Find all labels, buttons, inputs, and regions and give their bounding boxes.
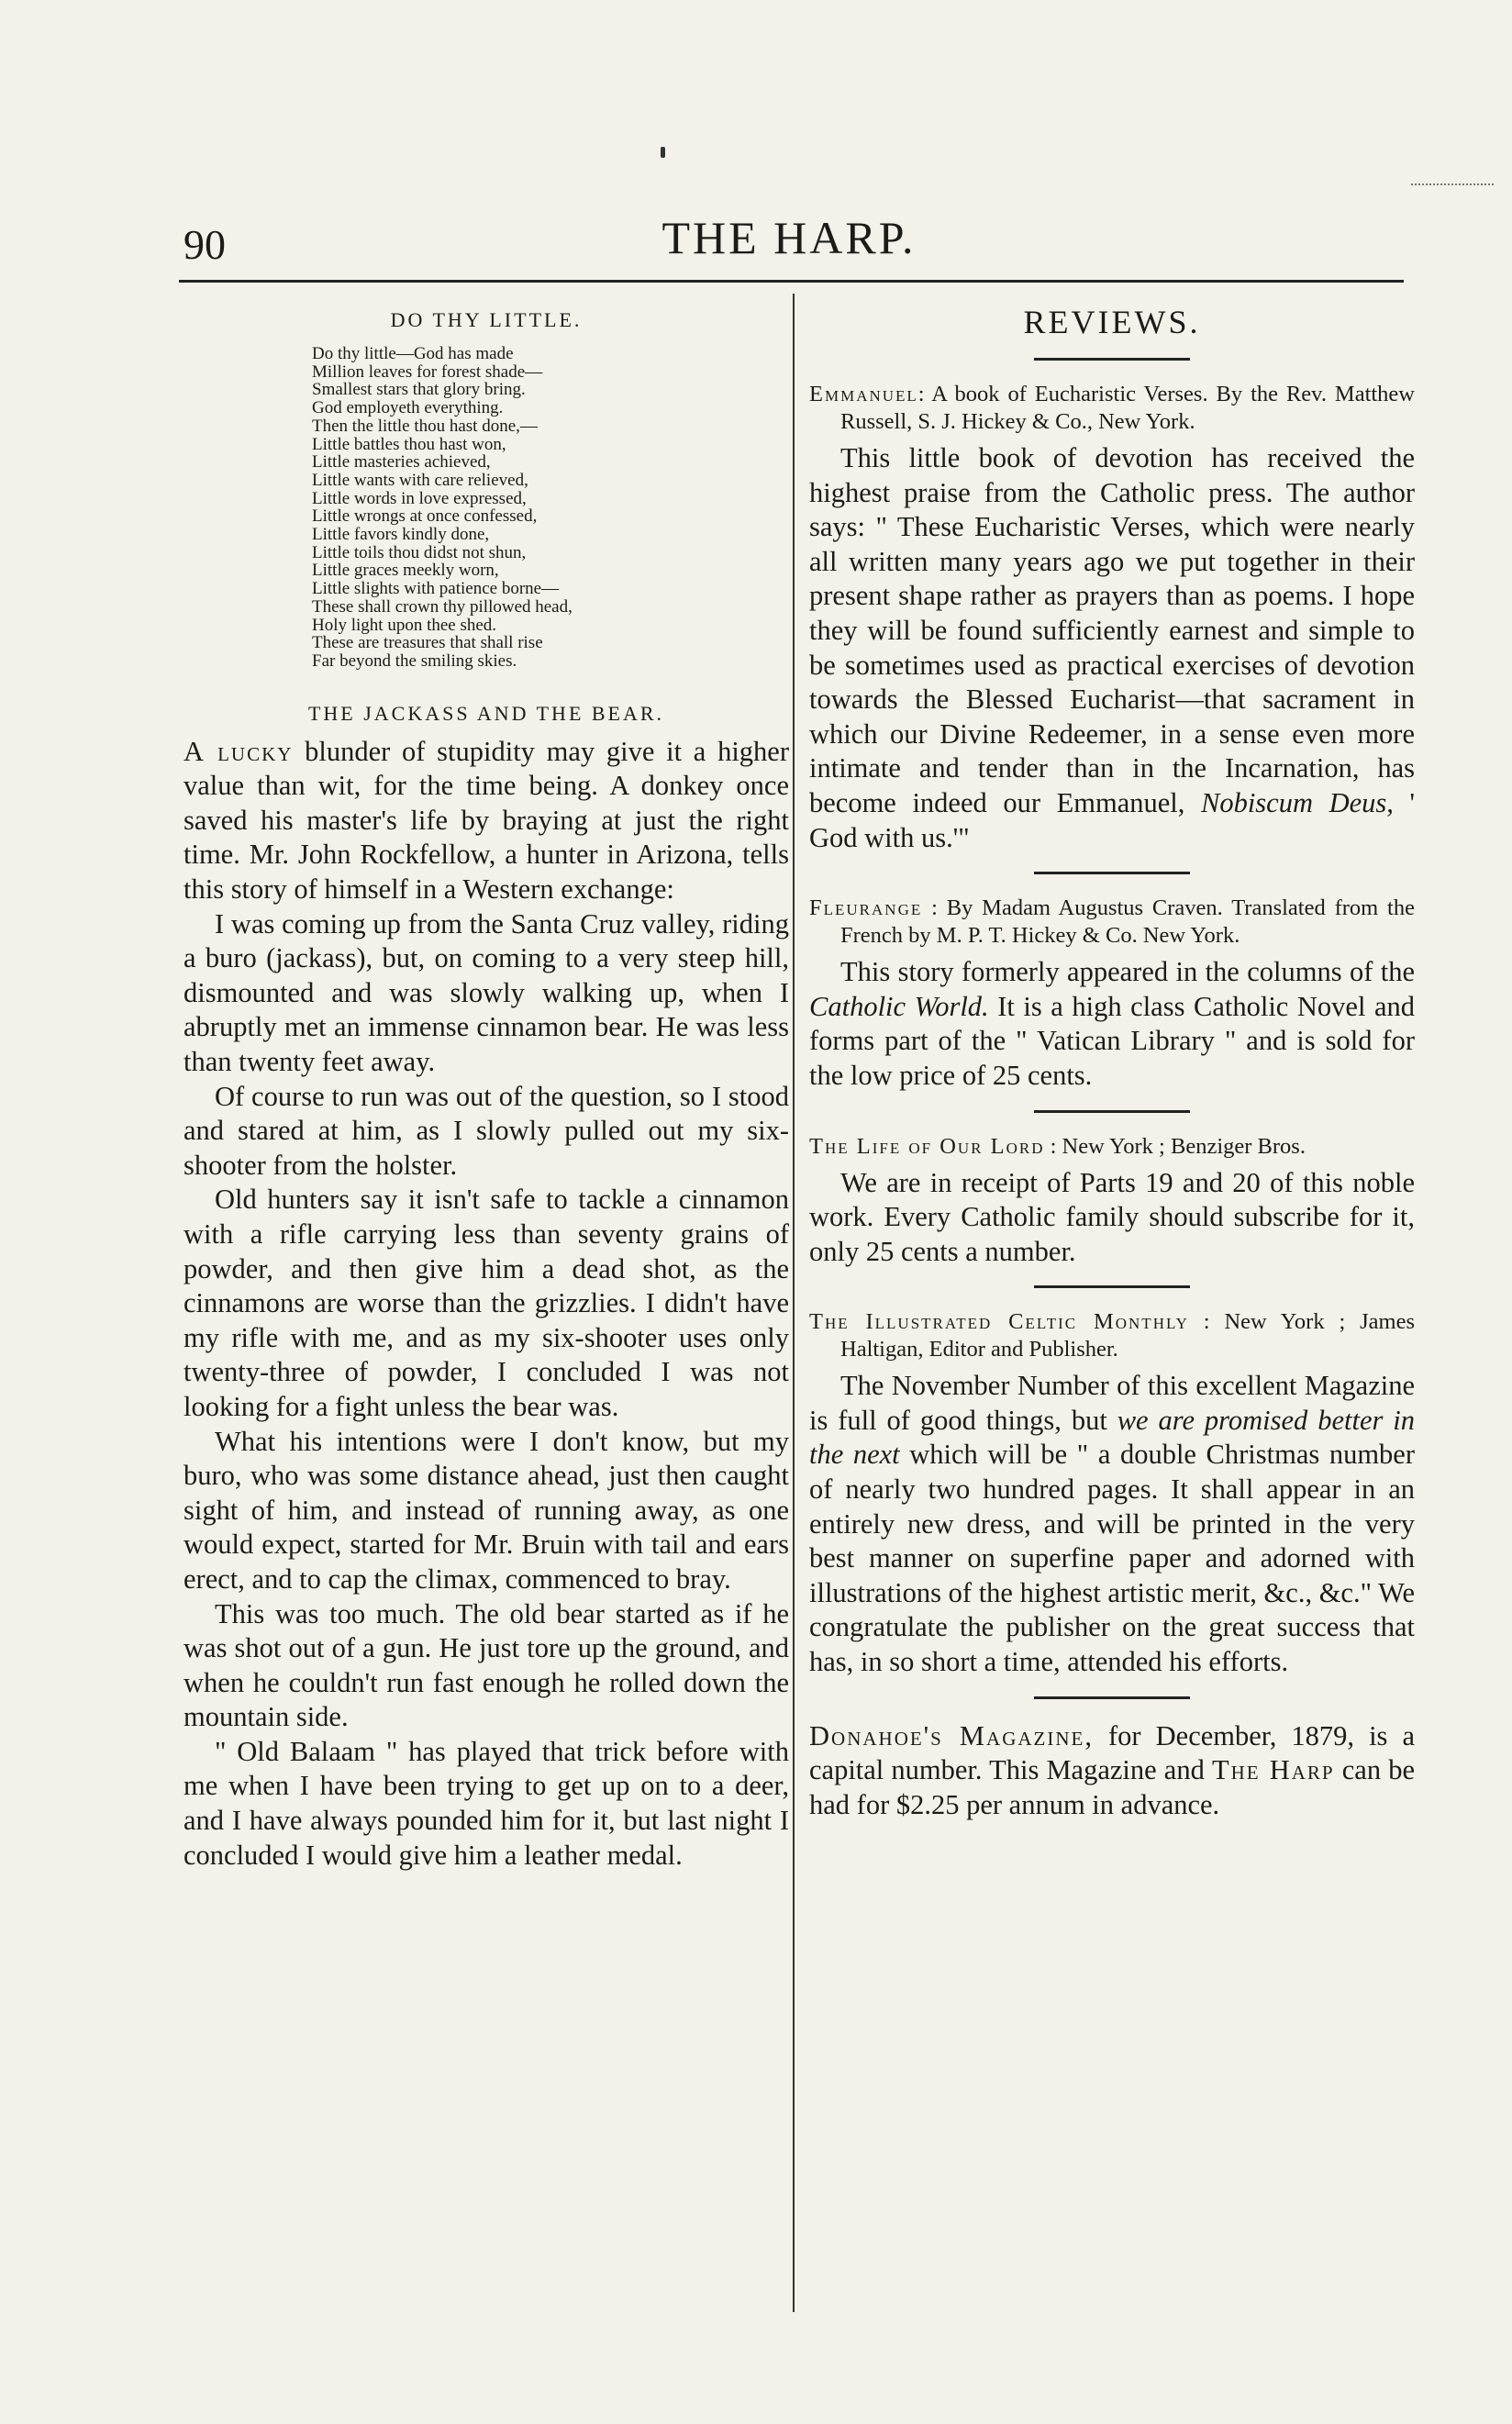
- poem: [312, 345, 789, 671]
- page-header: [183, 211, 1395, 275]
- poem-line: Million leaves for forest shade—: [312, 361, 543, 382]
- page-number: 90: [183, 221, 226, 268]
- review-item: [809, 381, 1415, 855]
- poem-title: DO THY LITTLE.: [390, 308, 583, 331]
- review-heading: The Life of Our Lord : New York ; Benziger Bros.: [809, 1133, 1306, 1159]
- column-divider: [793, 294, 795, 2312]
- review-heading: The Illustrated Celtic Monthly : New York ; James Haltigan, Editor and Publisher.: [809, 1309, 1415, 1362]
- section-rule: [1034, 872, 1190, 874]
- review-heading: Fleurange : By Madam Augustus Craven. Translated from the French by M. P. T. Hickey & Co. New York.: [809, 895, 1415, 949]
- poem-line: Do thy little—God has made: [312, 344, 514, 363]
- ornament-mark: [661, 147, 665, 158]
- poem-line: These shall crown thy pillowed head,: [312, 596, 573, 617]
- story-body: [183, 735, 789, 1874]
- story-paragraph: Of course to run was out of the question, so I stood and stared at him, as I slowly pulled out my six-shooter from the holster.: [183, 1080, 789, 1181]
- section-rule: [1034, 1110, 1190, 1113]
- poem-line: Little masteries achieved,: [312, 452, 491, 473]
- review-text: This little book of devotion has received the highest praise from the Catholic press. The author says: " These Eucharistic Verses, which were nearly all written many years ago we put together in their present shape rather as prayers than as poems. I hope they will be found sufficiently earnest and simple to be sometimes used as practical exercises of devotion towards the Blessed Eucharist—that sacrament in which our Divine Redeemer, in a sense even more intimate and tender than in the Incarnation, has become indeed our Emmanuel, Nobiscum Deus, ' God with us.'": [809, 442, 1416, 853]
- story-title: THE JACKASS AND THE BEAR.: [307, 701, 665, 725]
- poem-line: Little toils thou didst not shun,: [312, 542, 527, 562]
- story-paragraph: This was too much. The old bear started as if he was shot out of a gun. He just tore up the ground, and when he couldn't run fast enough he rolled down the mountain side.: [183, 1597, 789, 1733]
- poem-line: Then the little thou hast done,—: [312, 416, 538, 436]
- section-rule: [1034, 1285, 1190, 1288]
- poem-line: God employeth everything.: [312, 398, 504, 418]
- poem-line: Little battles thou hast won,: [312, 434, 506, 454]
- left-column: [183, 303, 789, 1873]
- poem-line: These are treasures that shall rise: [312, 633, 543, 653]
- review-text: We are in receipt of Parts 19 and 20 of this noble work. Every Catholic family should subscribe for it, only 25 cents a number.: [809, 1166, 1415, 1267]
- story-paragraph: A lucky blunder of stupidity may give it a higher value than wit, for the time being. A donkey once saved his master's life by braying at just the right time. Mr. John Rockfellow, a hunter in Arizona, tells this story of himself in a Western exchange:: [183, 735, 789, 906]
- review-item: [809, 895, 1415, 1093]
- poem-line: Little graces meekly worn,: [312, 561, 499, 581]
- poem-line: Little slights with patience borne—: [312, 579, 560, 599]
- section-rule: [1034, 1696, 1190, 1699]
- review-heading: Emmanuel: A book of Eucharistic Verses. By the Rev. Matthew Russell, S. J. Hickey & Co., New York.: [809, 382, 1415, 434]
- review-item: [809, 1133, 1415, 1270]
- review-text: This story formerly appeared in the columns of the Catholic World. It is a high class Catholic Novel and forms part of the " Vatican Library " and is sold for the low price of 25 cents.: [809, 956, 1415, 1091]
- closing-notice: Donahoe's Magazine, for December, 1879, is a capital number. This Magazine and The Harp can be had for $2.25 per annum in advance.: [809, 1719, 1415, 1820]
- poem-line: Little wrongs at once confessed,: [312, 506, 538, 527]
- review-text: The November Number of this excellent Magazine is full of good things, but we are promised better in the next which will be " a double Christmas number of nearly two hundred pages. It shall appear in an entirely new dress, and will be printed in the very best manner on superfine paper and adorned with illustrations of the highest artistic merit, &c., &c." We congratulate the publisher on the great success that has, in so short a time, attended his efforts.: [809, 1370, 1416, 1678]
- reviews-title: REVIEWS.: [1023, 304, 1201, 340]
- running-head: THE HARP.: [662, 212, 917, 263]
- header-rule: [179, 280, 1404, 283]
- poem-line: Little words in love expressed,: [312, 488, 527, 508]
- poem-line: Holy light upon thee shed.: [312, 615, 497, 635]
- poem-line: Far beyond the smiling skies.: [312, 650, 517, 671]
- print-specks: [1411, 183, 1494, 191]
- story-paragraph: I was coming up from the Santa Cruz valley, riding a buro (jackass), but, on coming to a very steep hill, dismounted and was slowly walking up, when I abruptly met an immense cinnamon bear. He was less than twenty feet away.: [183, 907, 789, 1077]
- review-item: [809, 1308, 1415, 1679]
- poem-line: Little favors kindly done,: [312, 525, 490, 545]
- story-paragraph: What his intentions were I don't know, but my buro, who was some distance ahead, just then caught sight of him, and instead of running away, as one would expect, started for Mr. Bruin with tail and ears erect, and to cap the climax, commenced to bray.: [183, 1425, 789, 1595]
- poem-line: Little wants with care relieved,: [312, 470, 528, 490]
- section-rule: [1034, 358, 1190, 361]
- story-paragraph: " Old Balaam " has played that trick before with me when I have been trying to get up on to a deer, and I have always pounded him for it, but last night I concluded I would give him a leather medal.: [183, 1735, 789, 1871]
- poem-line: Smallest stars that glory bring.: [312, 380, 526, 400]
- story-paragraph: Old hunters say it isn't safe to tackle a cinnamon with a rifle carrying less than seventy grains of powder, and then give him a dead shot, as the cinnamons are worse than the grizzlies. I didn't have my rifle with me, and as my six-shooter uses only twenty-three of powder, I concluded I was not looking for a fight unless the bear was.: [183, 1184, 789, 1422]
- right-column: [809, 303, 1415, 1822]
- opening-small-caps: A lucky: [183, 735, 294, 767]
